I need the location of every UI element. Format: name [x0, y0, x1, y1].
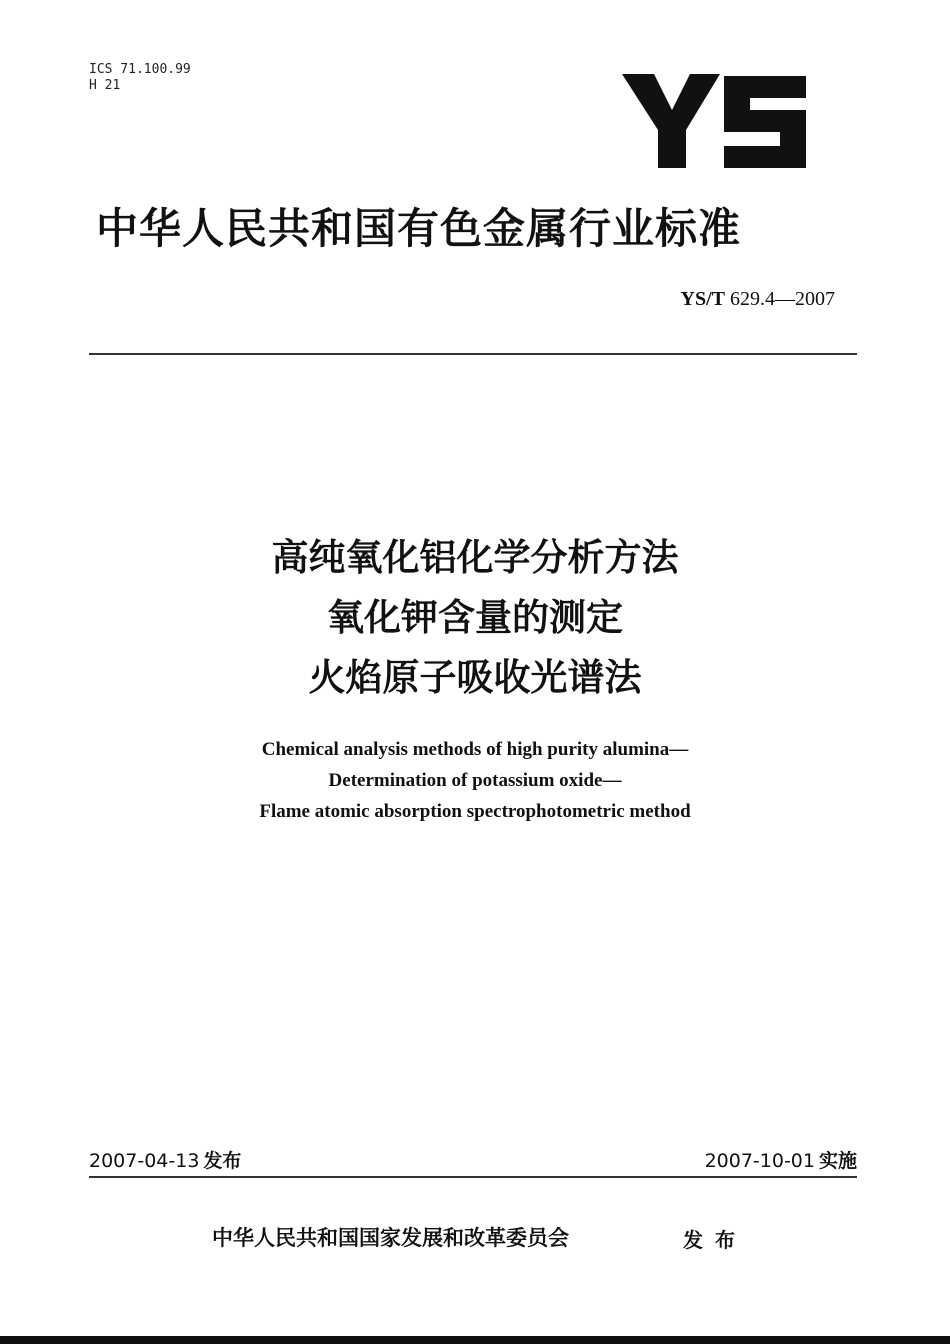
english-title: [0, 734, 950, 827]
english-title-line-2: Determination of potassium oxide—: [328, 770, 622, 791]
standard-number: [681, 288, 835, 311]
organization-title: 中华人民共和国有色金属行业标准: [96, 204, 742, 253]
english-title-line-3: Flame atomic absorption spectrophotometric method: [259, 801, 691, 822]
implementation-date-value: 2007-10-01: [704, 1150, 815, 1172]
standard-code: 629.4—2007: [730, 288, 835, 310]
english-title-line-1: Chemical analysis methods of high purity alumina—: [261, 739, 689, 760]
publisher-name: 中华人民共和国国家发展和改革委员会: [212, 1226, 569, 1250]
issue-date-label: 发布: [203, 1150, 242, 1172]
chinese-title-line-1: 高纯氧化铝化学分析方法: [271, 536, 679, 579]
footer-divider: [89, 1176, 857, 1178]
standard-prefix: YS/T: [680, 288, 725, 310]
implementation-date-label: 实施: [818, 1150, 857, 1172]
ics-code: ICS 71.100.99: [89, 62, 191, 77]
ys-logo: [620, 70, 810, 170]
page-bottom-edge: [0, 1336, 950, 1344]
chinese-title-line-3: 火焰原子吸收光谱法: [308, 656, 642, 699]
classification-codes: [89, 62, 191, 94]
ys-logo-graphic: [620, 70, 810, 170]
chinese-title: [0, 528, 950, 708]
publish-label: 发布: [683, 1228, 747, 1252]
implementation-date: [705, 1146, 857, 1173]
issue-date-value: 2007-04-13: [89, 1150, 200, 1172]
chinese-title-line-2: 氧化钾含量的测定: [327, 596, 623, 639]
issue-date: [89, 1146, 241, 1173]
ccs-code: H 21: [89, 78, 121, 93]
header-divider: [89, 353, 857, 355]
